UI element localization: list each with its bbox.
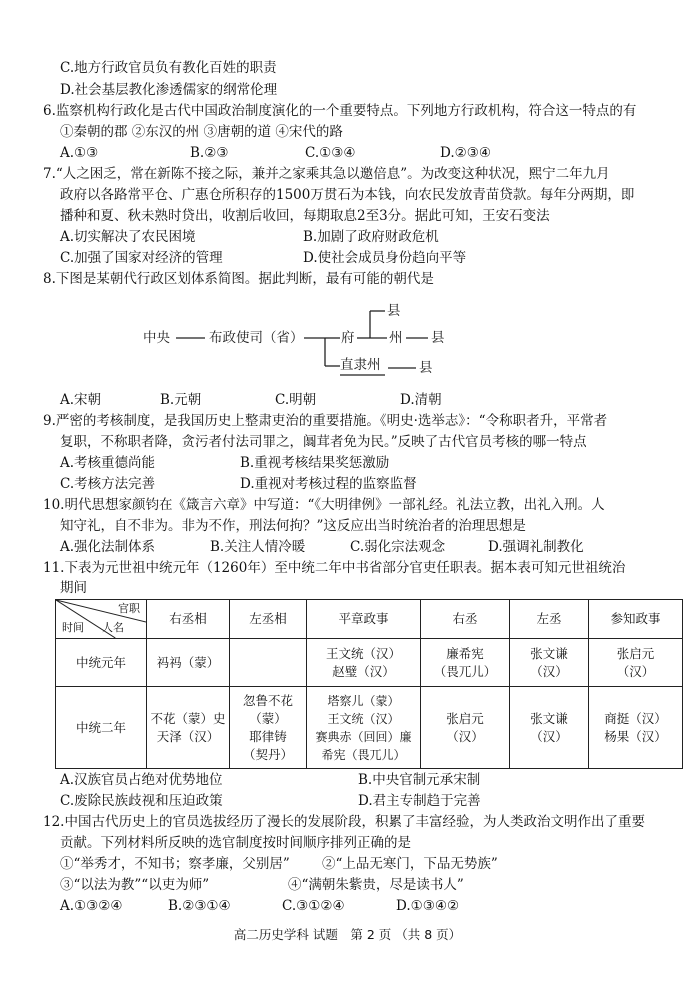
- corner-label-office: 官职: [118, 602, 140, 615]
- q5-option-d: D.社会基层教化渗透儒家的纲常伦理: [60, 82, 278, 98]
- q12-line-1: 12.中国古代历史上的官员选拔经历了漫长的发展阶段，积累了丰富经验，为人类政治文明作出了重要: [43, 814, 645, 830]
- q9-line-1: 9.严密的考核制度，是我国历史上整肃吏治的重要措施。《明史·选举志》：“令称职者升，平常者: [43, 413, 608, 429]
- table-cell: 塔察儿（蒙） 王文统（汉） 赛典赤（回回）廉 希宪（畏兀儿）: [307, 687, 421, 769]
- q6-option-a: A.①③: [60, 145, 99, 161]
- q12-item-1: ①“举秀才，不知书；察孝廉，父别居”: [60, 856, 290, 872]
- table-header: 参知政事: [589, 600, 683, 639]
- q8-option-b: B.元朝: [160, 392, 202, 408]
- q11-line-2: 期间: [60, 580, 87, 596]
- diagram-county-top: 县: [387, 303, 401, 319]
- q5-option-c: C.地方行政官员负有教化百姓的职责: [60, 60, 277, 76]
- q7-option-d: D.使社会成员身份趋向平等: [303, 250, 467, 266]
- table-header-row: [56, 600, 683, 639]
- diagram-zhili: 直隶州: [340, 357, 381, 373]
- page-footer: 高二历史学科 试题 第 2 页 （共 8 页）: [233, 927, 462, 942]
- official-appointment-table: [55, 599, 683, 769]
- q11-line-1: 11.下表为元世祖中统元年（1260年）至中统二年中书省部分官吏任职表。据本表可知元世祖统治: [43, 560, 626, 576]
- q12-option-c: C.③①②④: [282, 898, 345, 914]
- table-row: [56, 639, 683, 687]
- table-cell: 张启元 （汉）: [589, 639, 683, 687]
- q8-stem: 8.下图是某朝代行政区划体系简图。据此判断，最有可能的朝代是: [43, 271, 434, 287]
- table-header: 左丞: [510, 600, 589, 639]
- table-cell: 忽鲁不花 （蒙） 耶律铸 （契丹）: [230, 687, 307, 769]
- q10-option-a: A.强化法制体系: [60, 539, 156, 555]
- q10-option-b: B.关注人情冷暖: [210, 539, 306, 555]
- q12-item-4: ④“满朝朱紫贵，尽是读书人”: [288, 877, 464, 893]
- q8-option-d: D.清朝: [400, 392, 442, 408]
- q9-line-2: 复职，不称职者降，贪污者付法司罪之，阘茸者免为民。”反映了古代官员考核的哪一特点: [60, 434, 587, 450]
- q9-option-a: A.考核重德尚能: [60, 455, 156, 471]
- q7-option-c: C.加强了国家对经济的管理: [60, 250, 223, 266]
- q7-option-b: B.加剧了政府财政危机: [303, 229, 439, 245]
- q10-line-1: 10.明代思想家颜钧在《箴言六章》中写道：“《大明律例》一部礼经。礼法立教，出礼入刑。人: [43, 497, 605, 513]
- table-corner-cell: [56, 600, 147, 639]
- q9-option-b: B.重视考核结果奖惩激励: [240, 455, 390, 471]
- q6-option-d: D.②③④: [440, 145, 491, 161]
- q9-option-c: C.考核方法完善: [60, 476, 156, 492]
- diagram-central: 中央: [143, 330, 170, 346]
- q12-line-2: 贡献。下列材料所反映的选官制度按时间顺序排列正确的是: [60, 835, 411, 851]
- diagram-prefecture: 府: [341, 330, 355, 346]
- q11-option-b: B.中央官制元承宋制: [358, 772, 481, 788]
- table-cell: 张文谦 （汉）: [510, 639, 589, 687]
- q11-option-d: D.君主专制趋于完善: [358, 793, 481, 809]
- table-cell: 商挺（汉） 杨果（汉）: [589, 687, 683, 769]
- table-cell: 张文谦 （汉）: [510, 687, 589, 769]
- diagram-county-bottom: 县: [419, 360, 433, 376]
- q6-items: ①秦朝的郡 ②东汉的州 ③唐朝的道 ④宋代的路: [60, 124, 343, 140]
- q7-option-a: A.切实解决了农民困境: [60, 229, 196, 245]
- table-header: 右丞: [421, 600, 510, 639]
- corner-label-time: 时间: [62, 621, 84, 634]
- q8-option-c: C.明朝: [275, 392, 317, 408]
- table-header: 右丞相: [147, 600, 230, 639]
- table-row-time: 中统二年: [56, 687, 147, 769]
- table-row-time: 中统元年: [56, 639, 147, 687]
- table-row: [56, 687, 683, 769]
- table-cell: 祃祃（蒙）: [147, 639, 230, 687]
- q7-line-3: 播种和夏、秋未熟时贷出，收割后收回，每期取息2至3分。据此可知，王安石变法: [60, 208, 550, 224]
- q12-item-2: ②“上品无寒门，下品无势族”: [322, 856, 498, 872]
- q10-line-2: 知守礼，自不非为。非为不作，刑法何拘？”这反应出当时统治者的治理思想是: [60, 518, 526, 534]
- diagram-province: 布政使司（省）: [209, 330, 304, 346]
- q12-item-3: ③“以法为教”“以吏为师”: [60, 877, 210, 893]
- q11-option-a: A.汉族官员占绝对优势地位: [60, 772, 223, 788]
- q12-option-d: D.①③④②: [396, 898, 460, 914]
- q9-option-d: D.重视对考核过程的监察监督: [240, 476, 417, 492]
- q6-stem: 6.监察机构行政化是古代中国政治制度演化的一个重要特点。下列地方行政机构，符合这一特点的有: [43, 103, 637, 119]
- q6-option-c: C.①③④: [305, 145, 356, 161]
- table-cell: 王文统（汉） 赵璧（汉）: [307, 639, 421, 687]
- table-header: 左丞相: [230, 600, 307, 639]
- q6-option-b: B.②③: [190, 145, 229, 161]
- table-cell: 廉希宪 （畏兀儿）: [421, 639, 510, 687]
- q7-line-2: 政府以各路常平仓、广惠仓所积存的1500万贯石为本钱，向农民发放青苗贷款。每年分两期，即: [60, 187, 635, 203]
- q8-option-a: A.宋朝: [60, 392, 102, 408]
- q10-option-d: D.强调礼制教化: [488, 539, 584, 555]
- table-cell: [230, 639, 307, 687]
- q12-option-b: B.②③①④: [168, 898, 231, 914]
- table-cell: 张启元 （汉）: [421, 687, 510, 769]
- diagram-county-mid: 县: [431, 330, 445, 346]
- q7-line-1: 7.“人之困乏，常在新陈不接之际，兼并之家乘其急以邀倍息”。为改变这种状况，熙宁二年九月: [43, 166, 610, 182]
- q11-option-c: C.废除民族歧视和压迫政策: [60, 793, 223, 809]
- table-header: 平章政事: [307, 600, 421, 639]
- table-cell: 不花（蒙）史 天泽（汉）: [147, 687, 230, 769]
- diagram-zhou: 州: [389, 330, 403, 346]
- corner-label-name: 人名: [102, 621, 124, 634]
- q12-option-a: A.①③②④: [60, 898, 123, 914]
- q10-option-c: C.弱化宗法观念: [350, 539, 446, 555]
